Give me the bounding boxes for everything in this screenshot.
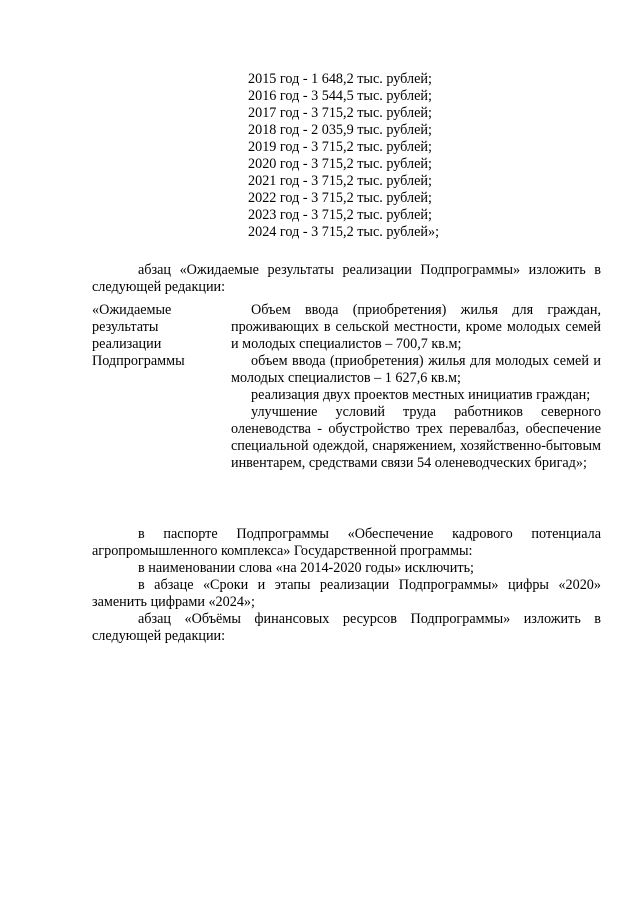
results-item: объем ввода (приобретения) жилья для молодых семей и молодых специалистов – 1 627,6 кв.м;: [231, 353, 601, 386]
funding-year-line: 2019 год - 3 715,2 тыс. рублей;: [248, 139, 432, 155]
amendments-block: [92, 526, 601, 645]
funding-year-line: 2018 год - 2 035,9 тыс. рублей;: [248, 122, 432, 138]
funding-year-line: 2024 год - 3 715,2 тыс. рублей»;: [248, 224, 440, 240]
results-label-cell: [92, 302, 212, 370]
results-value-cell: [231, 302, 601, 472]
amendment-paragraph: в паспорте Подпрограммы «Обеспечение кадрового потенциала агропромышленного комплекса» Государственной программы:: [92, 526, 601, 559]
results-label-line: Подпрограммы: [92, 353, 185, 369]
funding-year-line: 2021 год - 3 715,2 тыс. рублей;: [248, 173, 432, 189]
results-label-line: «Ожидаемые: [92, 302, 172, 318]
results-item: реализация двух проектов местных инициатив граждан;: [251, 387, 591, 403]
amendment-paragraph: в абзаце «Сроки и этапы реализации Подпрограммы» цифры «2020» заменить цифрами «2024»;: [92, 577, 601, 610]
intro-paragraph-block: [92, 262, 601, 296]
results-item: Объем ввода (приобретения) жилья для граждан, проживающих в сельской местности, кроме молодых семей и молодых специалистов – 700,7 кв.м;: [231, 302, 601, 352]
funding-year-line: 2023 год - 3 715,2 тыс. рублей;: [248, 207, 432, 223]
intro-paragraph: абзац «Ожидаемые результаты реализации Подпрограммы» изложить в следующей редакции:: [92, 262, 601, 295]
results-item: улучшение условий труда работников северного оленеводства - обустройство трех перевалбаз, обеспечение специальной одеждой, снаряжением, хозяйственно-бытовым инвентарем, средствами связи 54 оленеводческих бригад»;: [231, 404, 601, 471]
funding-year-line: 2020 год - 3 715,2 тыс. рублей;: [248, 156, 432, 172]
funding-year-line: 2017 год - 3 715,2 тыс. рублей;: [248, 105, 432, 121]
results-label-line: реализации: [92, 336, 162, 352]
amendment-paragraph: в наименовании слова «на 2014-2020 годы» исключить;: [138, 560, 475, 576]
results-label-line: результаты: [92, 319, 159, 335]
funding-year-line: 2015 год - 1 648,2 тыс. рублей;: [248, 71, 432, 87]
funding-year-line: 2022 год - 3 715,2 тыс. рублей;: [248, 190, 432, 206]
funding-years-list: [248, 71, 439, 241]
funding-year-line: 2016 год - 3 544,5 тыс. рублей;: [248, 88, 432, 104]
amendment-paragraph: абзац «Объёмы финансовых ресурсов Подпрограммы» изложить в следующей редакции:: [92, 611, 601, 644]
